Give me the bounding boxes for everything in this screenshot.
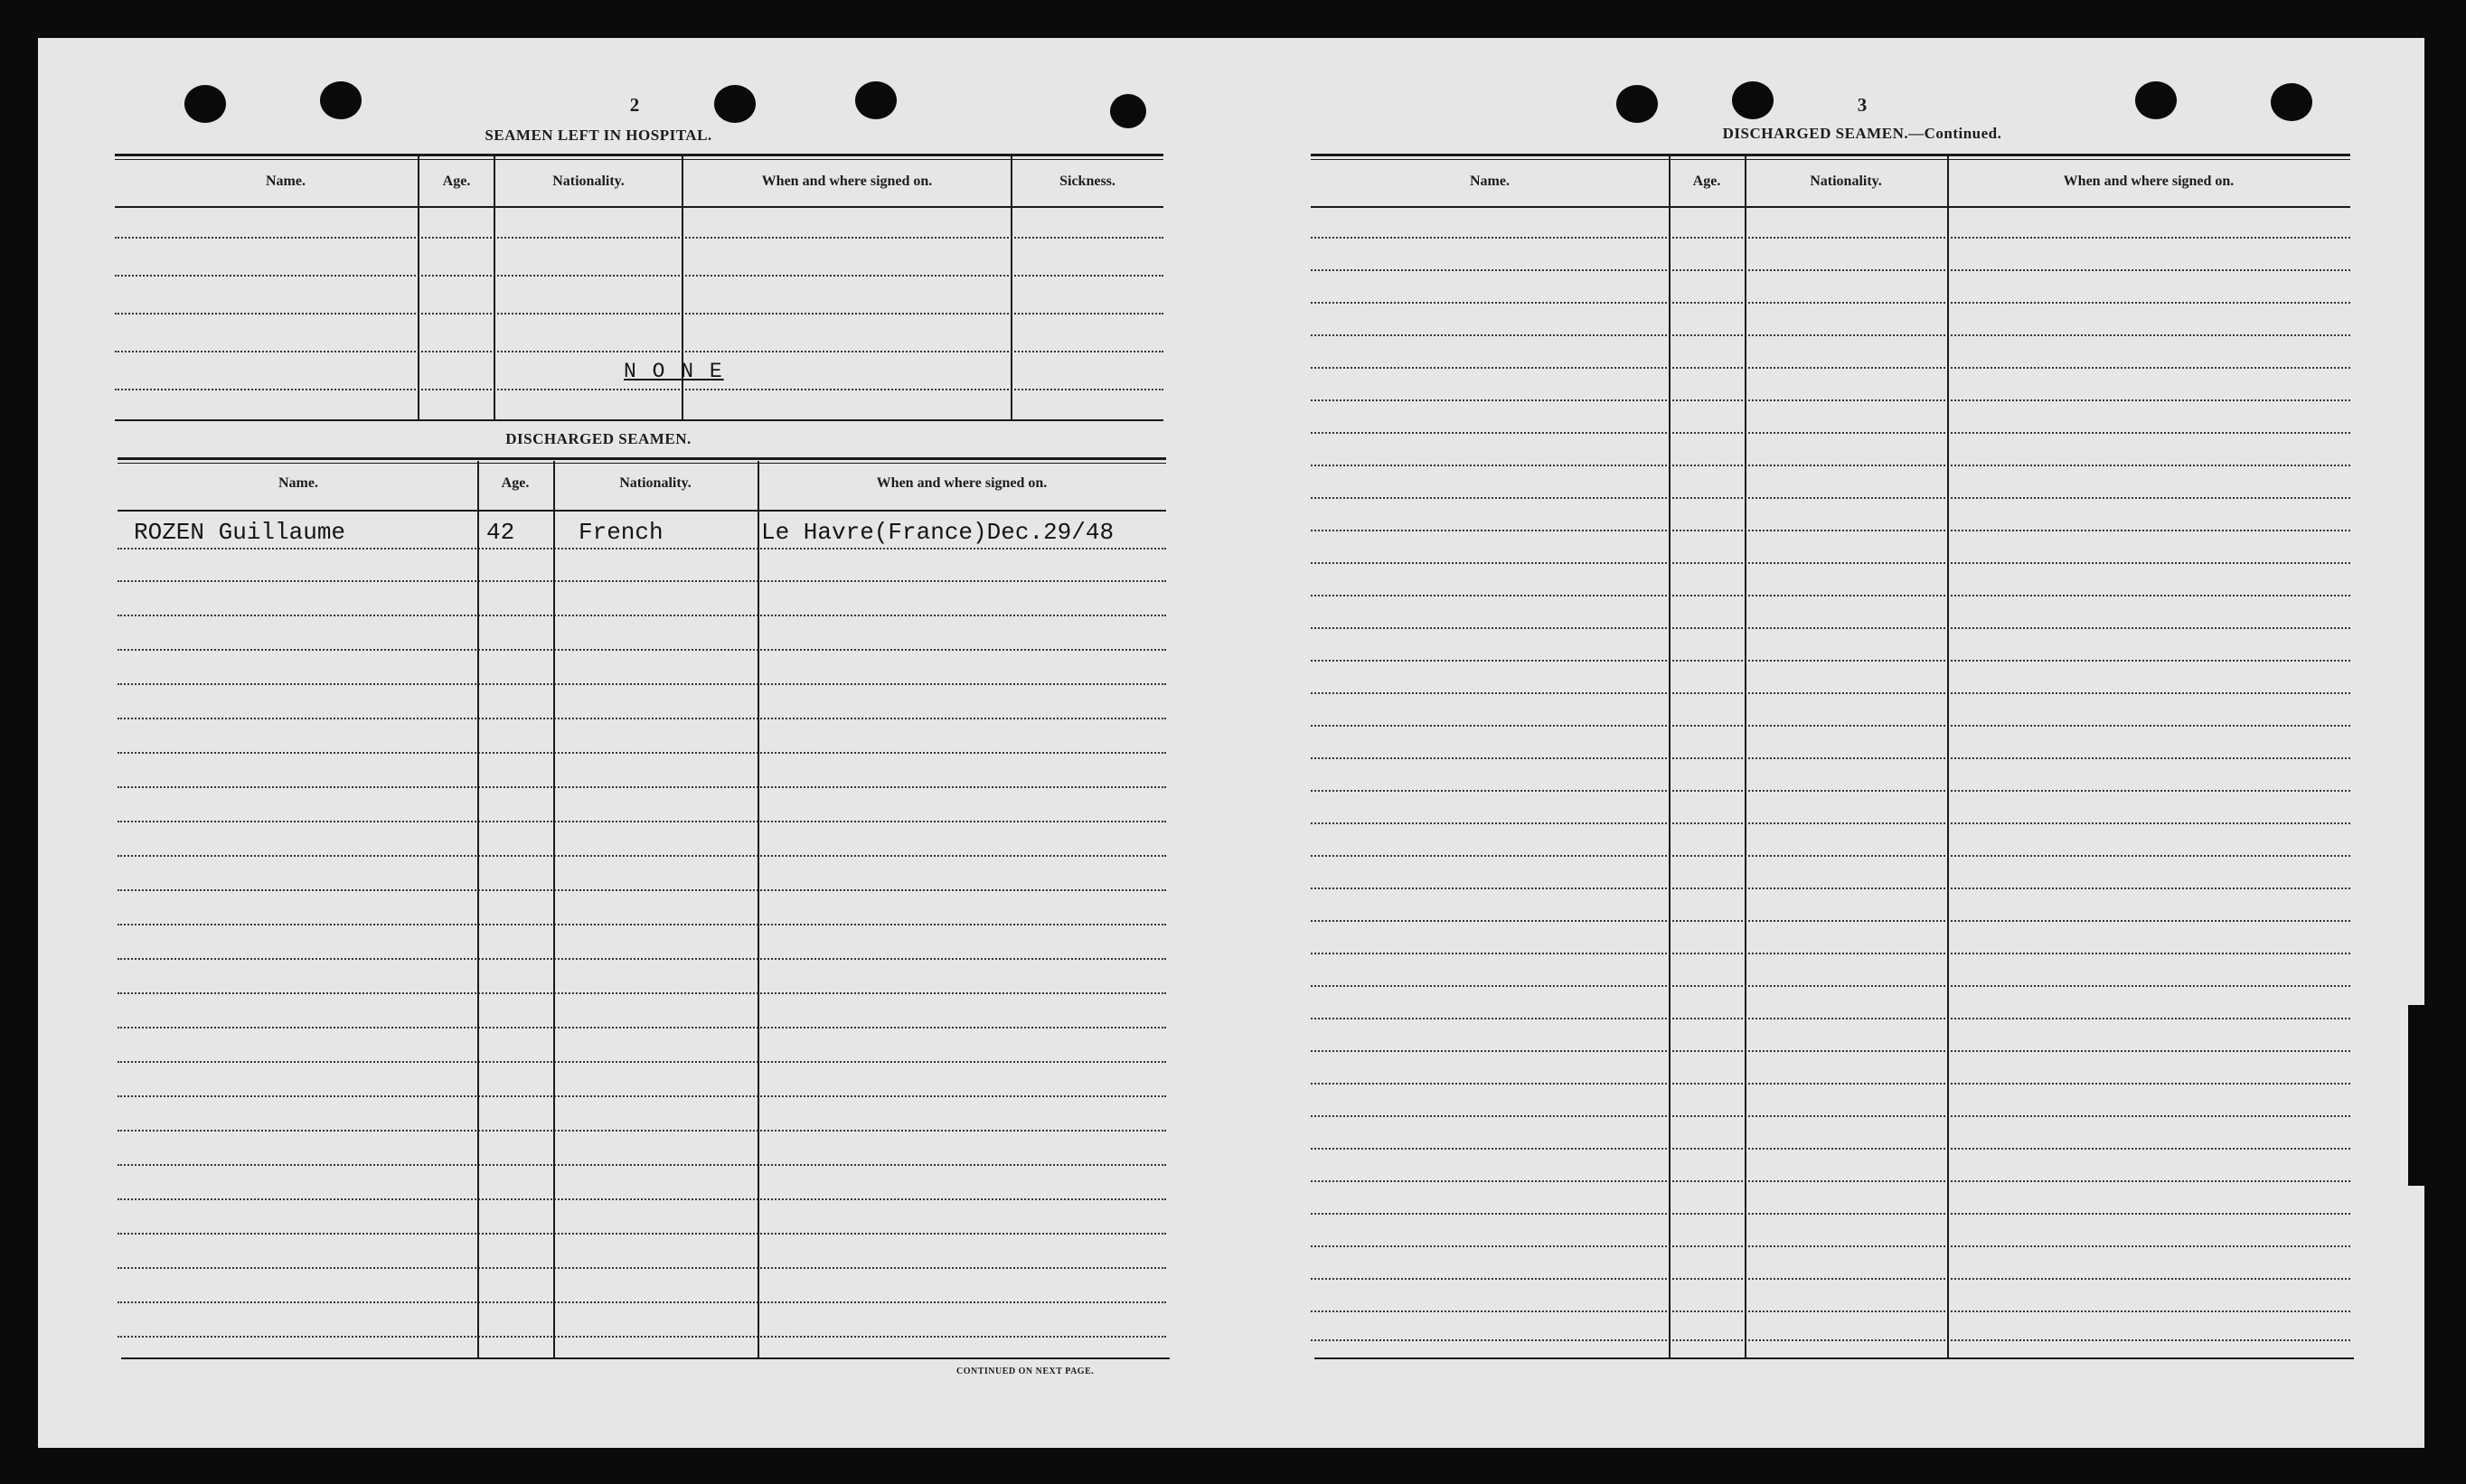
col-header-nationality: Nationality. (552, 174, 625, 189)
col-header-age: Age. (1692, 174, 1721, 189)
hospital-section-title: SEAMEN LEFT IN HOSPITAL. (485, 127, 712, 144)
col-header-name: Name. (278, 475, 318, 491)
right-page (1231, 38, 2424, 1448)
punch-hole (714, 85, 756, 123)
left-page (38, 38, 1231, 1448)
seaman-signed-on: Le Havre(France)Dec.29/48 (761, 519, 1115, 546)
col-header-nationality: Nationality. (1810, 174, 1882, 189)
hospital-none-entry: N O N E (624, 360, 724, 383)
punch-hole (320, 81, 362, 119)
col-header-signed-on: When and where signed on. (2063, 174, 2235, 189)
discharged-section-title: DISCHARGED SEAMEN. (505, 430, 692, 447)
col-header-sickness: Sickness. (1059, 174, 1115, 189)
col-header-name: Name. (1470, 174, 1510, 189)
punch-hole (1732, 81, 1774, 119)
punch-hole (855, 81, 897, 119)
col-header-name: Name. (266, 174, 306, 189)
punch-hole (2271, 83, 2312, 121)
ledger-sheet (38, 38, 2424, 1448)
col-header-nationality: Nationality. (619, 475, 692, 491)
col-header-age: Age. (501, 475, 530, 491)
discharged-continued-title: DISCHARGED SEAMEN.—Continued. (1722, 125, 2002, 142)
page-number: 3 (1857, 94, 1868, 116)
punch-hole (184, 85, 226, 123)
seaman-age: 42 (486, 519, 515, 546)
col-header-signed-on: When and where signed on. (876, 475, 1048, 491)
seaman-nationality: French (579, 519, 664, 546)
continued-note: CONTINUED ON NEXT PAGE. (956, 1367, 1095, 1376)
punch-hole (1110, 94, 1146, 128)
punch-hole (2135, 81, 2177, 119)
page-number: 2 (629, 94, 640, 116)
seaman-name: ROZEN Guillaume (134, 519, 346, 546)
col-header-age: Age. (442, 174, 471, 189)
punch-hole (1616, 85, 1658, 123)
col-header-signed-on: When and where signed on. (761, 174, 933, 189)
